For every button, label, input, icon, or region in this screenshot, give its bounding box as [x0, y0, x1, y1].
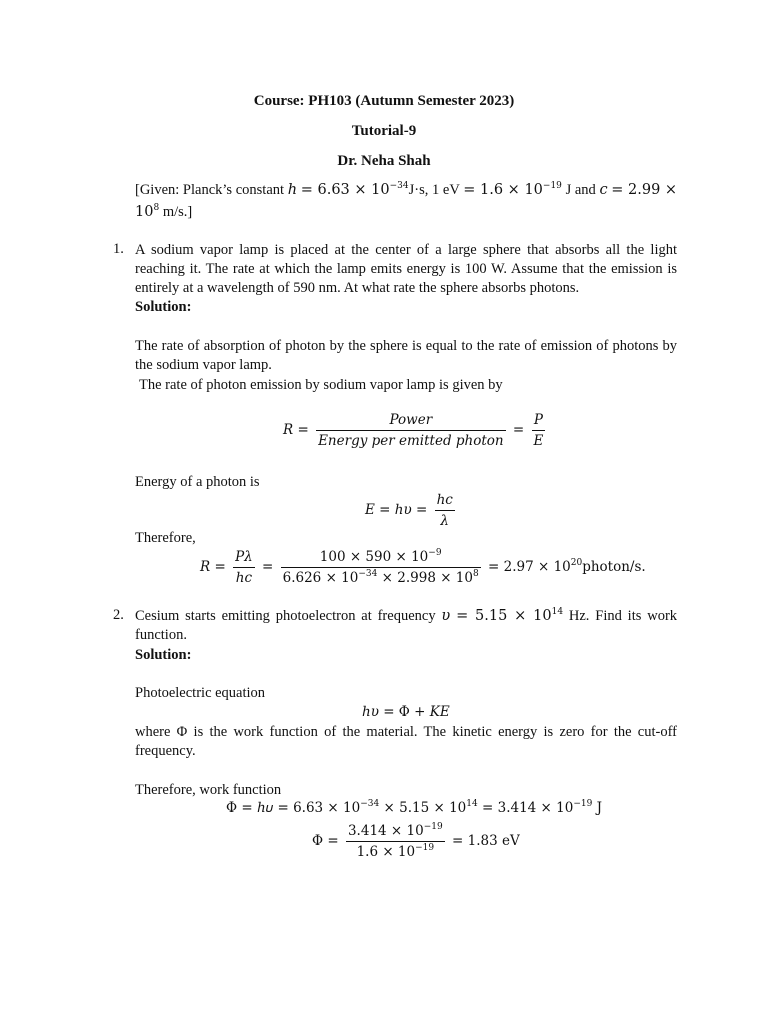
q2-question-line1: Cesium starts emitting photoelectron at frequency 𝜐 = $5.15 \times 10^{14}$ Hz. Find its work function.: [135, 607, 678, 643]
q1-para2: The rate of photon emission by sodium vapor lamp is given by: [139, 377, 503, 393]
tutorial-title: Tutorial-9: [351, 123, 417, 139]
q1-energy-label: Energy of a photon is: [135, 474, 260, 490]
q2-pe-label: Photoelectric equation: [135, 685, 266, 701]
q1-energy-equation: 𝐸 = ℎ𝜐 = $\frac{\text{ℎ𝑐}}{\text{𝜆}}$: [365, 492, 453, 529]
q2-ev-equation: Φ = $\frac{3.414 \times 10^{-19}}{1.6 \times 10^{-19}}$ = 1.83 eV: [312, 822, 520, 860]
q1-para1: The rate of absorption of photon by the sphere is equal to the rate of emission of photons by the sodium vapor lamp.: [135, 338, 677, 373]
q2-work-function-equation: Φ = ℎ𝜐 = $6.63 \times 10^{-34} \times 5.15 \times 10^{14} = 3.414 \times 10^{-19}$ J: [226, 799, 603, 816]
q1-solution-label: Solution:: [135, 299, 192, 315]
course-title: Course: PH103 (Autumn Semester 2023): [253, 93, 515, 109]
q2-solution-label: Solution:: [135, 647, 192, 663]
q2-photoelectric-equation: ℎ𝜐 = Φ + 𝐾𝐸: [362, 704, 450, 720]
q2-therefore: Therefore, work function: [135, 782, 282, 798]
q1-question: A sodium vapor lamp is placed at the center of a large sphere that absorbs all the light reaching it. The rate at which the lamp emits energy is 100 W. Assume that the emission is entirely at a wavelength of 590 nm. At what rate the sphere absorbs photons.: [135, 242, 677, 296]
q1-result-equation: 𝑅 = $\frac{\text{𝑃𝜆}}{\text{ℎ𝑐}}$ = $\frac{100 \times 590 \times 10^{-9}}{6.626 \times 10^{-34} \times 2.998 \times 10^8}$ = $2.97 \times 10^{20}photon/s$.: [200, 548, 646, 586]
instructor-name: Dr. Neha Shah: [337, 153, 431, 169]
given-constants-line1: [Given: Planck’s constant ℎ = $6.63 \times 10^{-34}J\cdot s$, 1 eV = $1.6 \times 10^{-19}$ J and 𝑐 = 2.99 ×: [135, 181, 678, 198]
q1-therefore: Therefore,: [135, 530, 196, 546]
q2-where: where Φ is the work function of the material. The kinetic energy is zero for the cut-off frequency.: [135, 724, 677, 759]
q1-rate-equation: 𝑅 = $\frac{\text{Power}}{\text{Energy per emitted photon}}$ = $\frac{\text{𝑃}}{\text{𝐸}}$: [283, 412, 544, 449]
q2-number: 2.: [113, 607, 124, 623]
q1-number: 1.: [113, 241, 124, 257]
given-constants-line2: $10^8$ m/s.]: [135, 203, 193, 220]
